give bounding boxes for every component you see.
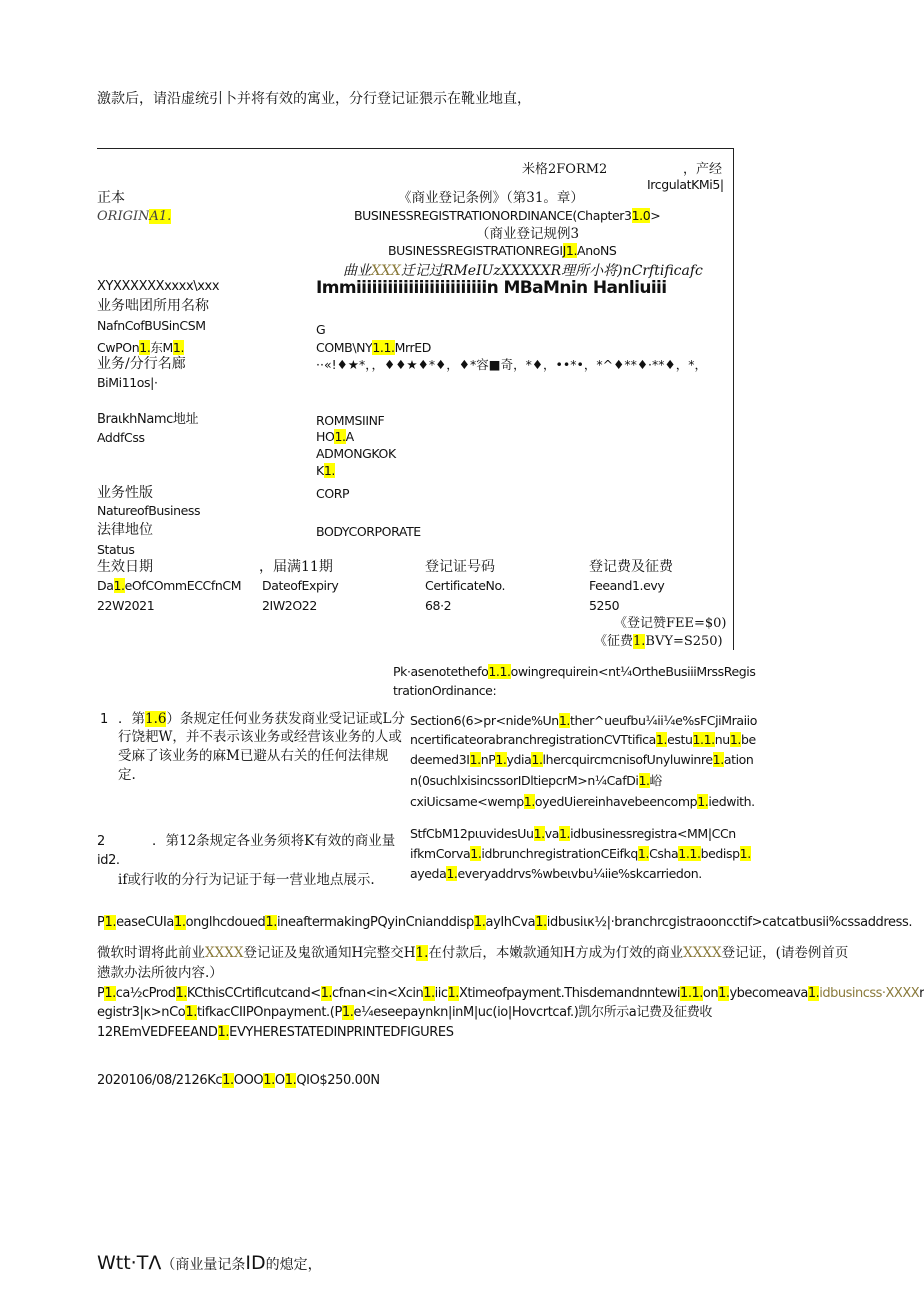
address-label-en: AddfCss — [97, 430, 145, 445]
cert-no-value: 68·2 — [425, 598, 452, 613]
address-line-2: HO1.A — [316, 429, 354, 444]
commence-label-cn: 生效日期 — [97, 559, 153, 575]
intro-text: 激款后，请沿虚统引卜并将有效的寓业，分行登记证猥示在靴业地直， — [97, 91, 531, 107]
note-2-cn-2: id2. — [97, 853, 120, 868]
nature-value: CORP — [316, 486, 350, 501]
ordinance-cn: 《商业登记条例》（第31。章） — [398, 190, 584, 206]
note-1-en-2: ncertificateorabranchregistrationCVTtifica1.estu1.1.nu1.be — [410, 732, 756, 747]
address-line-1: ROMMSIINF — [316, 413, 385, 428]
cert-no-label-cn: 登记证号码 — [425, 559, 495, 575]
corporation-value: COMB\NY1.1.MrrED — [316, 340, 431, 355]
branch-name-value: ··«!♦★*，，♦♦★♦*♦，♦*容■奇，*♦，••*•，*^♦**♦·**♦，*， — [316, 357, 707, 372]
note-1-en-5: cxiUicsame<wemp1.oyedUiereinhavebeencomp1.iedwith. — [410, 794, 755, 809]
original-cn: 正本 — [97, 190, 125, 206]
note-2-cn-1: ．第12条规定各业务须将K有效的商业量 — [152, 833, 396, 849]
bottom-line: Wtt·TΛ（商业量记条ID的熄定， — [97, 1252, 322, 1274]
nature-label-cn: 业务性版 — [97, 485, 153, 501]
cert-no-label-en: CertificateNo. — [425, 578, 506, 593]
regulation-cn: （商业登记规例3 — [476, 226, 580, 242]
fee-value: 5250 — [589, 598, 620, 613]
certificate-title: 曲业XXX迁记过RMeIUzXXXXXR理所小将)nCrftificafc — [343, 263, 703, 279]
note-1-en-1: Section6(6>pr<nide%Un1.ther^ueufbu¼ii¼e%sFCjiMraiio — [410, 713, 757, 728]
status-label-en: Status — [97, 542, 135, 557]
business-name-label-en: NafnCofBUSinCSM — [97, 318, 206, 333]
footer-line-2: P1.ca½cProd1.KCthisCCrtifIcutcand<1.cfnan<in<Xcin1.iic1.Xtimeofpayment.Thisdemandnntewi1.1.on1.ybecomeava1.idbusincss·XXXXr — [97, 986, 924, 1001]
note-1-cn-3: 受麻了该业务的麻M已避从右关的任何法律规 — [118, 748, 389, 764]
branch-name-label-en: BiMi11os|· — [97, 375, 158, 390]
status-label-cn: 法律地位 — [97, 522, 153, 538]
note-2-number: 2 — [97, 834, 106, 849]
fee-label-cn: 登记费及征费 — [589, 559, 673, 575]
nature-label-en: NatureofBusiness — [97, 503, 201, 518]
note-1-number: 1 — [100, 712, 109, 727]
irregular-label: IrcgulatKMi5| — [647, 177, 724, 192]
note-2-en-3: ayeda1.everyaddrvs%wbeιvbu¼iie%skcarriedon. — [410, 866, 702, 881]
notes-intro-1: Pk·asenotethefo1.1.owingrequirein<nt¼OrtheBusiiiMrssRegis — [393, 664, 756, 679]
note-1-cn-2: 行饶耙W，并不表示该业务或经营该业务的人或 — [118, 729, 402, 745]
notes-intro-2: trationOrdinance: — [393, 683, 497, 698]
note-1-cn-1: ．第1.6）条规定任何业务获发商业受记证或L分 — [118, 711, 405, 727]
note-2-en-2: ifkmCorva1.idbrunchregistrationCEifkq1.Csha1.1.bedisp1. — [410, 846, 751, 861]
address-line-3: ADMONGKOK — [316, 446, 396, 461]
top-rule — [97, 148, 734, 149]
commence-label-en: Da1.eOfCOmmECCfnCM — [97, 578, 242, 593]
right-rule — [733, 148, 734, 650]
business-name-label-cn: 业务咄团所用名称 — [97, 298, 209, 314]
commence-value: 22W2021 — [97, 598, 155, 613]
note-2-cn-3: if或行收的分行为记证于每一营业地点展示. — [118, 872, 375, 888]
fee-label-en: Feeand1.evy — [589, 578, 665, 593]
redacted-line: XYXXXXXXxxxx\xxx — [97, 279, 220, 294]
footer-line-4: 12REmVEDFEEAND1.EVYHERESTATEDINPRINTEDFIGURES — [97, 1025, 454, 1040]
ordinance-en: BUSINESSREGISTRATIONORDINANCE(Chapter31.0> — [354, 208, 661, 223]
expiry-value: 2IW2O22 — [262, 598, 317, 613]
footer-line-3: egistr3|κ>nCo1.tifkacCIIPOnpayment.(P1.e¼eseepaynkn|inM|uc(io|Hovcrtcaf.)凯尔所示a记费及征费收 — [97, 1005, 712, 1020]
heading: Immiiiiiiiiiiiiiiiiiiiiiiiiin MBaMnin Hanliuiii — [316, 278, 667, 298]
footer-cn-2: 懑款办法所彼内容.） — [97, 965, 223, 981]
note-1-en-3: deemed3I1.nP1.ydia1.lhercquircmcnisofUnyluwinre1.ation — [410, 752, 754, 767]
business-name-value: G — [316, 322, 326, 337]
form-number: 米格2FORM2 — [522, 162, 608, 177]
note-2-en-1: StfCbM12pιuvidesUu1.va1.idbusinessregistra<MM|CCn — [410, 826, 736, 841]
regulation-en: BUSINESSREGISTRATIONREGIJ1.AnoNS — [388, 243, 617, 258]
corporation-label: CwPOn1.东M1. — [97, 340, 185, 355]
status-value: BODYCORPORATE — [316, 524, 421, 539]
fee-breakdown-2: 《征费1.BVY=S250) — [594, 634, 723, 649]
branch-name-label-cn: 业务/分行名廊 — [97, 356, 186, 372]
note-1-en-4: n(0suchlxisincssorIDltiepcrM>n¼CafDi1.峪 — [410, 773, 662, 788]
payment-stamp: 2020106/08/2126Kc1.OOO1.O1.QIO$250.00N — [97, 1073, 380, 1088]
address-label-cn: BraιkhNamc地址 — [97, 412, 199, 427]
footer-line-1: P1.easeCUIa1.onglhcdoued1.ineaftermakingPQyinCnianddisp1.ayIhCva1.idbusiικ½|·branchrcgistraooncctif>catcatbusii%cssaddress. — [97, 915, 913, 930]
note-1-cn-4: 定. — [118, 767, 136, 783]
fee-breakdown-1: 《登记赞FEE=$0) — [614, 616, 727, 631]
original-en: ORIGINA1. — [97, 209, 172, 224]
produced-label: ，产经 — [683, 162, 723, 177]
address-line-4: K1. — [316, 463, 335, 478]
expiry-label-cn: ，届满11期 — [259, 559, 333, 575]
footer-cn-1: 微软时谓将此前业XXXX登记证及鬼欲通知H完整交H1.在付款后，本嫩款通知H方成为仃效的商业XXXX登记证，(请卷例首页 — [97, 945, 849, 961]
expiry-label-en: DateofExpiry — [262, 578, 339, 593]
